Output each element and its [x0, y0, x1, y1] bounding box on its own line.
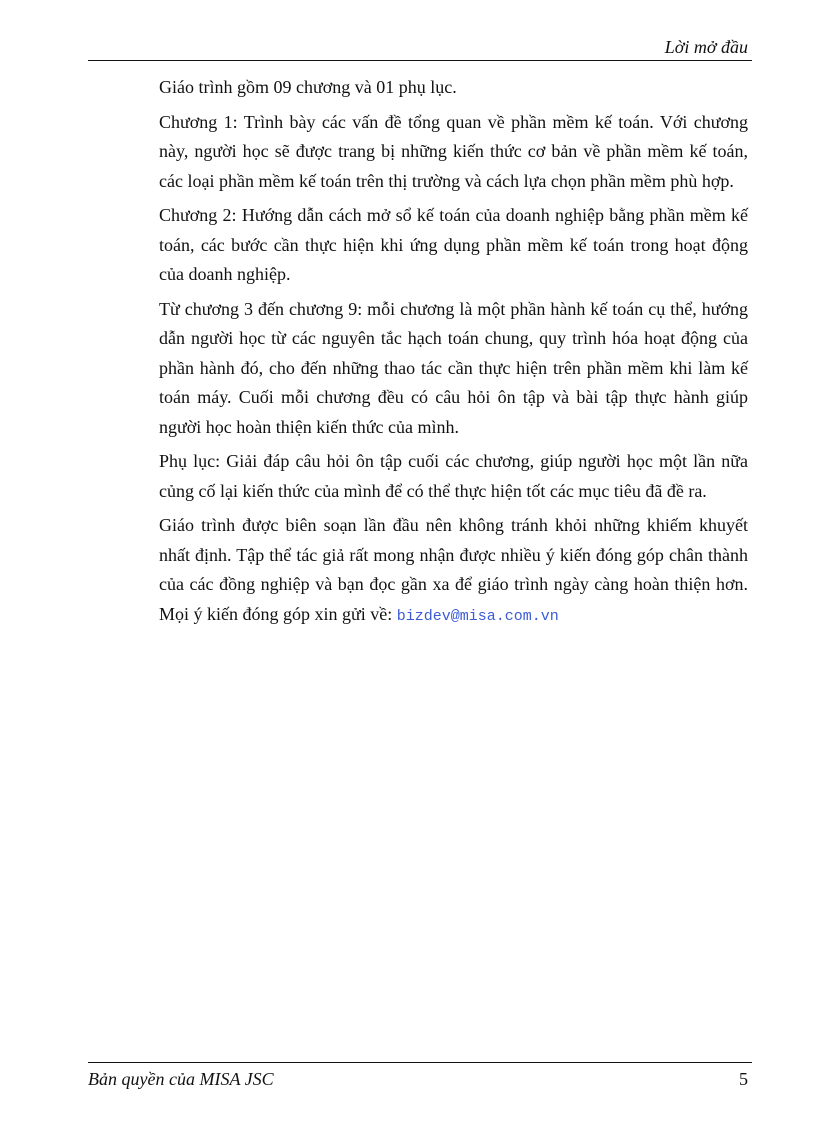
running-header-title: Lời mở đầu [664, 37, 748, 57]
footer-rule [88, 1062, 752, 1063]
paragraph-chapters-3-9: Từ chương 3 đến chương 9: mỗi chương là một phần hành kế toán cụ thể, hướng dẫn người học từ các nguyên tắc hạch toán chung, quy trình hóa hoạt động của phần hành đó, cho đến những thao tác cần thực hiện trên phần mềm khi làm kế toán máy. Cuối mỗi chương đều có câu hỏi ôn tập và bài tập thực hành giúp người học hoàn thiện kiến thức của mình. [159, 298, 748, 437]
paragraph-appendix: Phụ lục: Giải đáp câu hỏi ôn tập cuối các chương, giúp người học một lần nữa củng cố lại kiến thức của mình để có thể thực hiện tốt các mục tiêu đã đề ra. [159, 451, 748, 501]
closing-text: Giáo trình được biên soạn lần đầu nên không tránh khỏi những khiếm khuyết nhất định. Tập thể tác giả rất mong nhận được nhiều ý kiến đóng góp chân thành của các đồng nghiệp và bạn đọc gần xa để giáo trình ngày càng hoàn thiện hơn. Mọi ý kiến đóng góp xin gửi về: [159, 515, 748, 624]
paragraph-chapter-1: Chương 1: Trình bày các vấn đề tổng quan về phần mềm kế toán. Với chương này, người học sẽ được trang bị những kiến thức cơ bản về phần mềm kế toán, các loại phần mềm kế toán trên thị trường và cách lựa chọn phần mềm phù hợp. [159, 111, 748, 191]
paragraph-chapter-2: Chương 2: Hướng dẫn cách mở sổ kế toán của doanh nghiệp bằng phần mềm kế toán, các bước cần thực hiện khi ứng dụng phần mềm kế toán trong hoạt động của doanh nghiệp. [159, 205, 748, 284]
page-body [159, 73, 748, 636]
paragraph-closing [159, 511, 748, 631]
header-rule [88, 60, 752, 61]
paragraph-intro: Giáo trình gồm 09 chương và 01 phụ lục. [159, 77, 457, 97]
contact-email-link[interactable]: bizdev@misa.com.vn [396, 607, 559, 625]
page-number: 5 [739, 1069, 748, 1089]
footer-copyright: Bản quyền của MISA JSC [88, 1069, 274, 1089]
